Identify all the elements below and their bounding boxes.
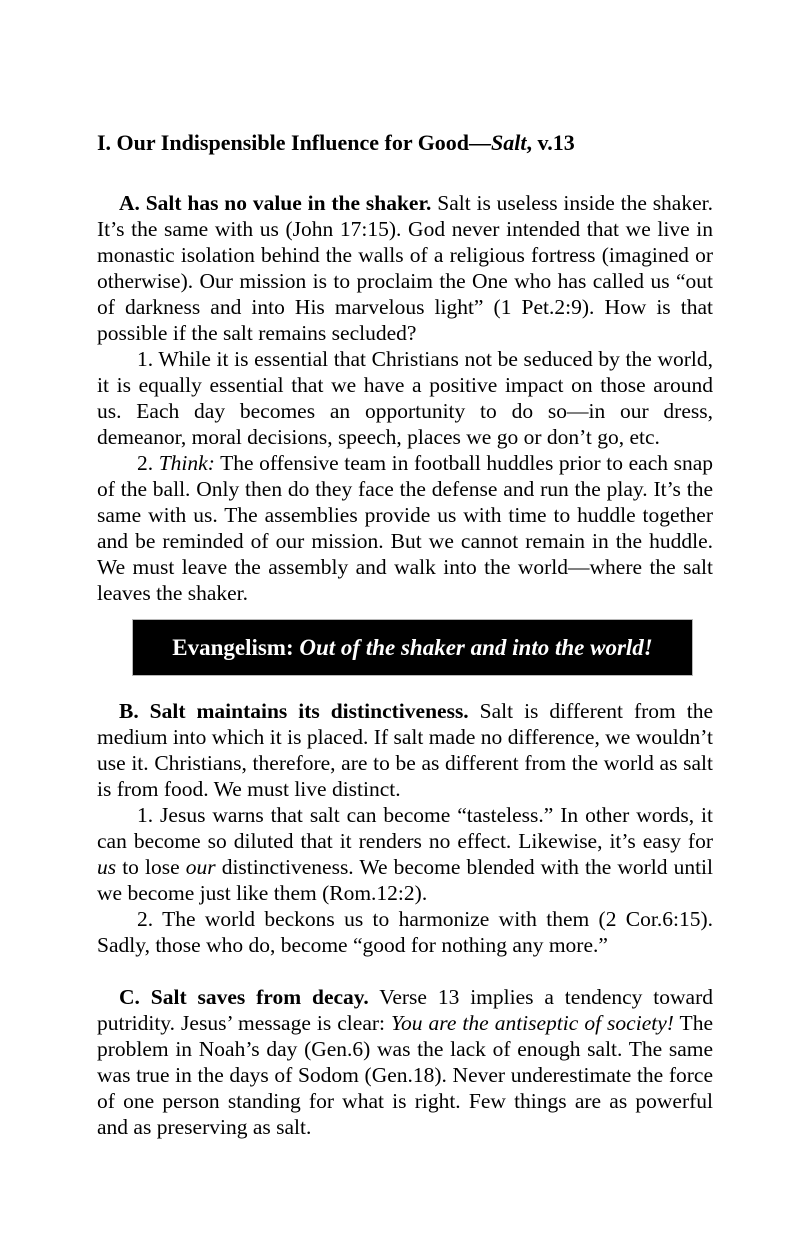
text-run: us [97,855,117,879]
section-b-intro-paragraph [97,698,713,802]
section-a-point-2-paragraph [97,450,713,606]
text-run: I. Our Indispensible Influence for Good— [97,130,492,155]
evangelism-banner [132,619,693,676]
text-run: 1. Jesus warns that salt can become “tasteless.” In other words, it can become so diluted that it renders no effect. Likewise, it’s easy for [97,803,713,853]
section-a-point-1-paragraph [97,346,713,450]
section-c-intro-paragraph [97,984,713,1140]
text-run: Salt is different from the medium into which it is placed. If salt made no difference, we wouldn’t use it. Christians, therefore, are to be as different from the world as salt is from food. We must live distinct. [97,699,713,801]
text-run: our [185,855,216,879]
outline-heading [97,130,713,156]
text-run: distinctiveness. We become blended with the world until we become just like them (Rom.12:2). [97,855,713,905]
text-run: Out of the shaker and into the world! [299,634,653,660]
text-run: You are the antiseptic of society! [391,1011,674,1035]
text-run: 1. While it is essential that Christians not be seduced by the world, it is equally essential that we have a positive impact on those around us. Each day becomes an opportunity to do so—in our dress, demeanor, moral decisions, speech, places we go or don’t go, etc. [97,347,713,449]
text-run: Evangelism: [172,634,300,660]
section-b-point-2-paragraph [97,906,713,958]
text-run: 2. The world beckons us to harmonize with them (2 Cor.6:15). Sadly, those who do, become “good for nothing any more.” [97,907,713,957]
text-run: , v.13 [526,130,575,155]
section-a-intro-paragraph [97,190,713,346]
section-b-point-1-paragraph [97,802,713,906]
text-run: 2. [137,451,159,475]
text-run: A. Salt has no value in the shaker. [119,191,432,215]
evangelism-banner-text [172,635,653,661]
text-run: Verse 13 implies a tendency toward putridity. Jesus’ message is clear: [97,985,713,1035]
text-run: Salt is useless inside the shaker. It’s the same with us (John 17:15). God never intended that we live in monastic isolation behind the walls of a religious fortress (imagined or otherwise). Our mission is to proclaim the One who has called us “out of darkness and into His marvelous light” (1 Pet.2:9). How is that possible if the salt remains secluded? [97,191,713,345]
text-run: The offensive team in football huddles prior to each snap of the ball. Only then do they face the defense and run the play. It’s the same with us. The assemblies provide us with time to huddle together and be reminded of our mission. But we cannot remain in the huddle. We must leave the assembly and walk into the world—where the salt leaves the shaker. [97,451,713,605]
text-run: Think: [158,451,215,475]
text-run: B. Salt maintains its distinctiveness. [119,699,469,723]
text-run: Salt [491,130,527,155]
text-run: to lose [116,855,186,879]
text-run: C. Salt saves from decay. [119,985,369,1009]
text-run: The problem in Noah’s day (Gen.6) was the lack of enough salt. The same was true in the days of Sodom (Gen.18). Never underestimate the force of one person standing for what is right. Few things are as powerful and as preserving as salt. [97,1011,713,1139]
